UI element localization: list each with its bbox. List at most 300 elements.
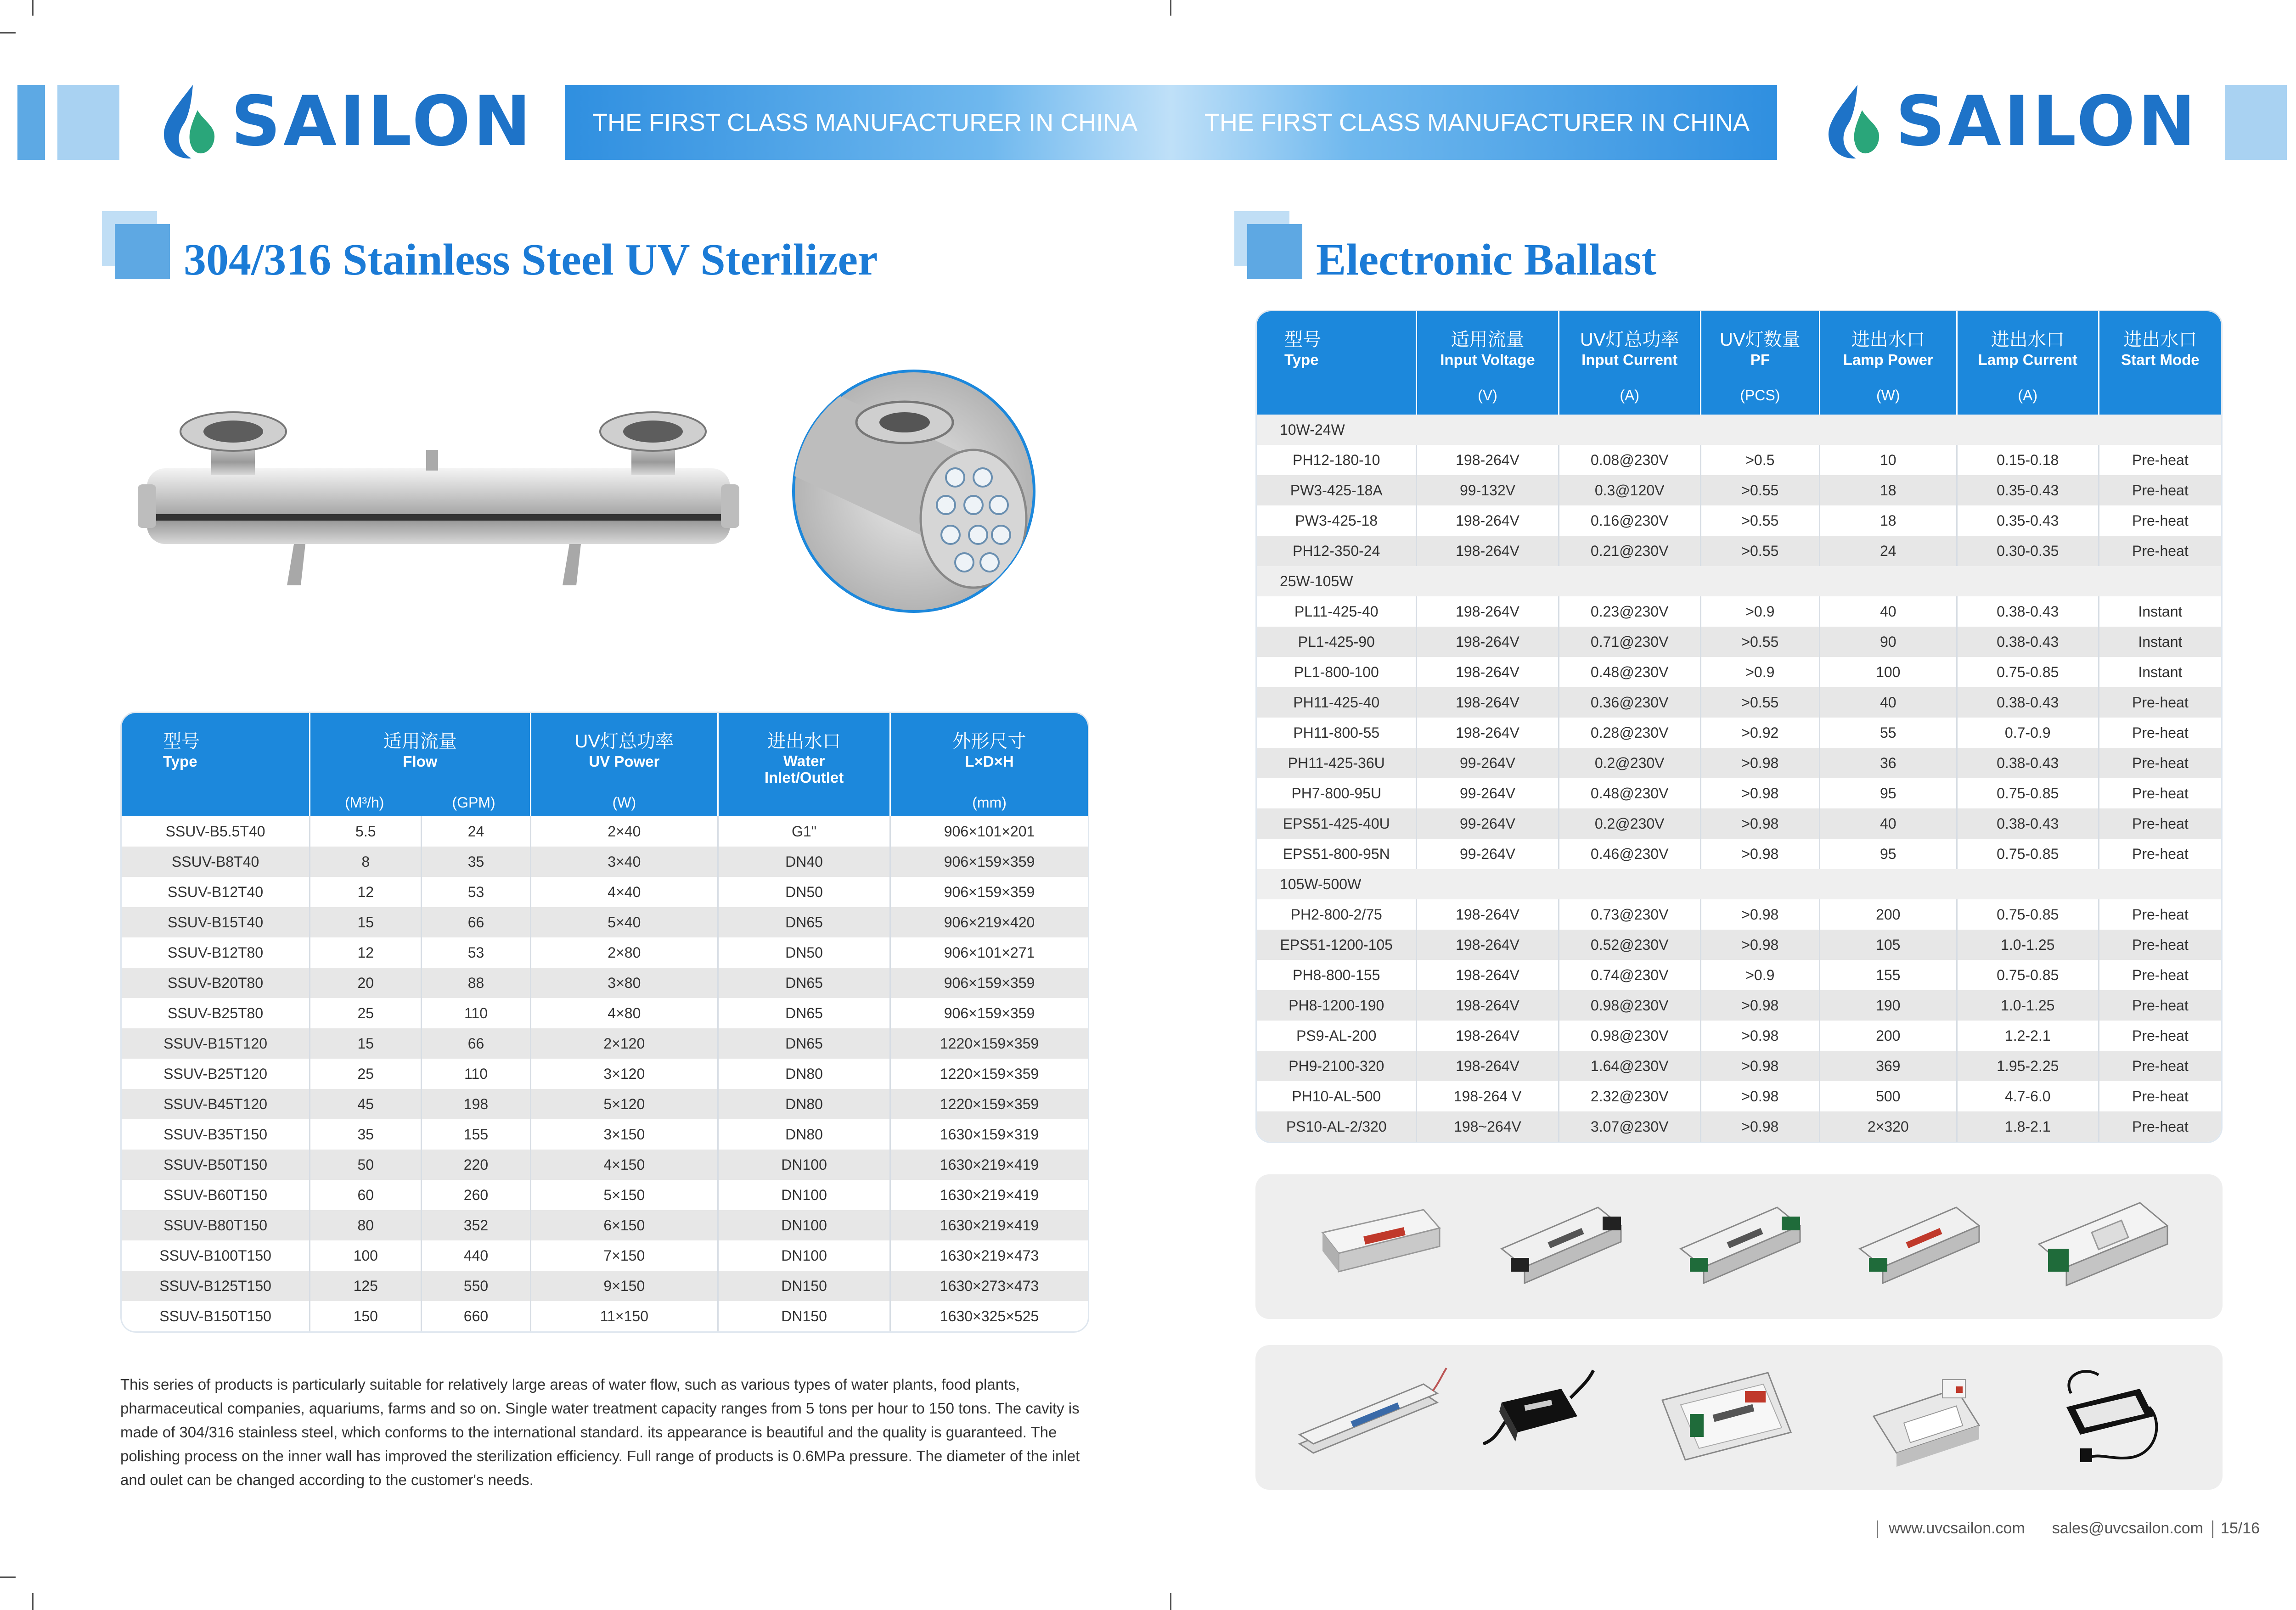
table-cell: 0.71@230V (1559, 627, 1701, 657)
table-cell: >0.55 (1701, 536, 1820, 566)
table-row (122, 1210, 1088, 1240)
table-cell: >0.98 (1701, 1081, 1820, 1111)
header-en: PF (1750, 351, 1770, 368)
table-cell: Instant (2099, 627, 2221, 657)
table-cell: Pre-heat (2132, 1088, 2189, 1105)
table-cell: SSUV-B60T150 (122, 1180, 310, 1210)
table-row (122, 816, 1088, 847)
table-cell: 53 (422, 877, 531, 907)
table-cell: 150 (310, 1301, 422, 1331)
table-row (1257, 718, 2221, 748)
col-header (1701, 311, 1820, 415)
left-section-title: 304/316 Stainless Steel UV Sterilizer (184, 235, 878, 285)
table-row (122, 998, 1088, 1028)
table-cell: 0.74@230V (1559, 960, 1701, 990)
table-cell: SSUV-B80T150 (122, 1210, 310, 1240)
table-row (122, 1240, 1088, 1271)
table-cell: SSUV-B125T150 (122, 1271, 310, 1301)
table-cell: SSUV-B25T120 (122, 1059, 310, 1089)
slogan-right: THE FIRST CLASS MANUFACTURER IN CHINA (1204, 108, 1750, 136)
table-cell: 0.75-0.85 (1958, 839, 2099, 869)
table-cell: DN50 (719, 937, 891, 968)
table-cell: DN65 (719, 998, 891, 1028)
table-cell: PH10-AL-500 (1257, 1081, 1417, 1111)
table-cell: 500 (1820, 1081, 1958, 1111)
table-cell: 1.2-2.1 (1958, 1021, 2099, 1051)
table-cell: DN65 (719, 968, 891, 998)
table-cell: 0.2@230V (1559, 808, 1701, 839)
table-cell: 0.98@230V (1559, 1021, 1701, 1051)
group-label: 25W-105W (1257, 566, 2221, 596)
table-cell: 0.46@230V (1559, 839, 1701, 869)
table-cell: 5×40 (531, 907, 719, 937)
table-cell: 0.75-0.85 (1958, 960, 2099, 990)
ballast-image (1492, 1194, 1630, 1295)
table-cell: 4×150 (531, 1150, 719, 1180)
table-cell: >0.98 (1701, 808, 1820, 839)
table-cell: SSUV-B150T150 (122, 1301, 310, 1331)
table-cell: 125 (310, 1271, 422, 1301)
table-cell: PH12-180-10 (1257, 445, 1417, 475)
header-cn: 进出水口 (1851, 330, 1925, 350)
header-unit: (A) (2018, 387, 2038, 404)
table-cell: >0.9 (1701, 596, 1820, 627)
unit-m3h: (M³/h) (345, 794, 384, 811)
table-cell: 3×80 (531, 968, 719, 998)
table-cell: 24 (422, 816, 531, 847)
header-banner (565, 85, 1777, 160)
table-cell: SSUV-B20T80 (122, 968, 310, 998)
table-cell: Pre-heat (2099, 930, 2221, 960)
table-cell: >0.55 (1701, 475, 1820, 505)
table-row (122, 1180, 1088, 1210)
col-header (2099, 311, 2221, 415)
table-cell: 190 (1820, 990, 1958, 1021)
table-cell: 40 (1820, 808, 1958, 839)
col-header (1559, 311, 1701, 415)
table-cell: 1.8-2.1 (1958, 1111, 2099, 1142)
table-cell: >0.98 (1701, 990, 1820, 1021)
table-cell: 0.30-0.35 (1958, 536, 2099, 566)
header-unit: (V) (1478, 387, 1497, 404)
header-en: Start Mode (2121, 351, 2200, 368)
table-cell: 55 (1820, 718, 1958, 748)
table-cell: Pre-heat (2099, 536, 2221, 566)
col-flow: 适用流量 Flow (M³/h) (GPM) (310, 713, 531, 816)
brand-name: SAILON (231, 82, 534, 162)
table-cell: EPS51-425-40U (1257, 808, 1417, 839)
table-cell: 198-264V (1417, 1051, 1559, 1081)
crop-mark (32, 1593, 34, 1610)
table-cell: 105 (1820, 930, 1958, 960)
table-cell: 4×40 (531, 877, 719, 907)
table-cell: 1630×219×473 (940, 1247, 1039, 1264)
table-cell: Pre-heat (2099, 475, 2221, 505)
table-cell: Pre-heat (2132, 845, 2189, 862)
table-row (1257, 445, 2221, 475)
table-cell: 0.75-0.85 (1958, 657, 2099, 687)
col-header (1417, 311, 1559, 415)
table-cell: 660 (422, 1301, 531, 1331)
table-cell: 2×120 (531, 1028, 719, 1059)
table-cell: SSUV-B35T150 (122, 1119, 310, 1150)
table-cell: 99-132V (1417, 475, 1559, 505)
table-cell: 80 (310, 1210, 422, 1240)
table-cell: 1.95-2.25 (1958, 1051, 2099, 1081)
table-cell: EPS51-1200-105 (1257, 930, 1417, 960)
table-cell: 906×159×359 (944, 1004, 1035, 1021)
header-cn: 进出水口 (2123, 330, 2197, 350)
header-en: Type (1284, 351, 1319, 368)
ballast-image (1295, 1366, 1451, 1467)
table-cell: 0.48@230V (1559, 778, 1701, 808)
table-row (122, 847, 1088, 877)
table-row (122, 1271, 1088, 1301)
table-cell: 15 (310, 1028, 422, 1059)
table-cell: 12 (310, 877, 422, 907)
table-cell: 198-264V (1417, 990, 1559, 1021)
table-cell: 3×150 (531, 1119, 719, 1150)
table-cell: 220 (422, 1150, 531, 1180)
table-cell: 66 (422, 907, 531, 937)
table-cell: 906×159×359 (891, 847, 1088, 877)
table-cell: SSUV-B45T120 (122, 1089, 310, 1119)
table-cell: 200 (1820, 899, 1958, 930)
ballast-image (1864, 1361, 1993, 1471)
table-cell: >0.98 (1701, 1021, 1820, 1051)
table-cell: 25 (310, 998, 422, 1028)
header-unit: (W) (1876, 387, 1900, 404)
table-row (122, 1119, 1088, 1150)
table-cell: >0.55 (1701, 627, 1820, 657)
table-cell: 0.38-0.43 (1958, 687, 2099, 718)
table-row (122, 907, 1088, 937)
crop-mark (32, 0, 34, 16)
table-cell: >0.98 (1701, 778, 1820, 808)
table-cell: 100 (1820, 657, 1958, 687)
table-cell: PL11-425-40 (1257, 596, 1417, 627)
ballast-image (1671, 1194, 1809, 1295)
table-cell: >0.98 (1701, 1111, 1820, 1142)
header-stripe (57, 85, 119, 160)
table-cell: DN80 (719, 1059, 891, 1089)
table-cell: 906×101×271 (944, 944, 1035, 961)
table-cell: 0.28@230V (1559, 718, 1701, 748)
table-cell: DN65 (719, 907, 891, 937)
table-row (122, 1301, 1088, 1331)
table-cell: Pre-heat (2099, 990, 2221, 1021)
header-en: Lamp Current (1978, 351, 2077, 368)
table-cell: 45 (310, 1089, 422, 1119)
table-cell: 0.38-0.43 (1958, 627, 2099, 657)
table-cell: 5.5 (310, 816, 422, 847)
table-cell: 60 (310, 1180, 422, 1210)
table-cell: >0.5 (1701, 445, 1820, 475)
table-row (1257, 808, 2221, 839)
table-cell: 1.64@230V (1559, 1051, 1701, 1081)
footer-website[interactable]: www.uvcsailon.com (1889, 1520, 2025, 1537)
table-cell: 1630×325×525 (940, 1307, 1039, 1324)
ballast-image (1851, 1194, 1988, 1295)
table-cell: 0.3@120V (1559, 475, 1701, 505)
table-cell: 88 (422, 968, 531, 998)
table-cell: PH11-800-55 (1257, 718, 1417, 748)
table-cell: DN50 (719, 877, 891, 907)
table-cell: 3×120 (531, 1059, 719, 1089)
group-row (1257, 566, 2221, 596)
water-drop-icon (158, 83, 218, 161)
table-cell: SSUV-B15T40 (122, 907, 310, 937)
table-cell: DN100 (719, 1210, 891, 1240)
table-cell: Pre-heat (2132, 906, 2189, 923)
table-cell: 550 (422, 1271, 531, 1301)
table-cell: >0.98 (1701, 839, 1820, 869)
table-cell: 352 (422, 1210, 531, 1240)
table-cell: Pre-heat (2132, 512, 2189, 529)
footer-divider (1877, 1520, 1878, 1538)
table-cell: 0.38-0.43 (1958, 808, 2099, 839)
table-row (1257, 687, 2221, 718)
table-cell: Pre-heat (2099, 748, 2221, 778)
table-row (1257, 839, 2221, 869)
group-row (1257, 415, 2221, 445)
col-header (1257, 311, 1417, 415)
table-cell: 10 (1820, 445, 1958, 475)
crop-mark (1170, 0, 1171, 16)
table-cell: 0.48@230V (1559, 657, 1701, 687)
table-cell: 1630×159×319 (940, 1126, 1039, 1143)
header-en: Input Current (1581, 351, 1678, 368)
table-cell: 11×150 (531, 1301, 719, 1331)
table-cell: >0.55 (1701, 687, 1820, 718)
table-cell: 198-264V (1417, 960, 1559, 990)
table-cell: 1.0-1.25 (1958, 930, 2099, 960)
table-cell: 90 (1820, 627, 1958, 657)
ballast-image (2030, 1189, 2177, 1299)
table-row (1257, 960, 2221, 990)
table-row (1257, 475, 2221, 505)
header-en: Lamp Power (1843, 351, 1933, 368)
title-decoration (1247, 224, 1302, 279)
table-row (1257, 1051, 2221, 1081)
table-cell: 7×150 (531, 1240, 719, 1271)
table-row (122, 1028, 1088, 1059)
table-cell: Pre-heat (2132, 451, 2189, 468)
table-cell: 2×40 (531, 816, 719, 847)
table-cell: >0.98 (1701, 1051, 1820, 1081)
table-cell: 0.16@230V (1559, 505, 1701, 536)
table-cell: PH8-800-155 (1257, 960, 1417, 990)
table-cell: DN80 (719, 1089, 891, 1119)
table-cell: 110 (422, 998, 531, 1028)
table-cell: 198-264V (1417, 687, 1559, 718)
col-header (1820, 311, 1958, 415)
table-cell: 12 (310, 937, 422, 968)
table-cell: 198-264V (1417, 627, 1559, 657)
table-cell: 25 (310, 1059, 422, 1089)
page-number: 15/16 (2220, 1520, 2260, 1537)
table-row (122, 1150, 1088, 1180)
group-label: 105W-500W (1257, 869, 2221, 899)
table-cell: PW3-425-18A (1257, 475, 1417, 505)
table-cell: 5×150 (531, 1180, 719, 1210)
table-cell: 155 (1820, 960, 1958, 990)
table-cell: 1630×219×419 (891, 1150, 1088, 1180)
table-row (1257, 990, 2221, 1021)
ballast-image (1653, 1359, 1800, 1474)
table-cell: 8 (310, 847, 422, 877)
table-cell: SSUV-B15T120 (122, 1028, 310, 1059)
table-cell: 0.15-0.18 (1958, 445, 2099, 475)
table-cell: 0.36@230V (1559, 687, 1701, 718)
crop-mark (1170, 1593, 1171, 1610)
table-cell: >0.98 (1701, 930, 1820, 960)
table-cell: 0.7-0.9 (1958, 718, 2099, 748)
table-cell: 198-264V (1417, 1021, 1559, 1051)
table-cell: PH8-1200-190 (1257, 990, 1417, 1021)
table-row (1257, 627, 2221, 657)
brand-name: SAILON (1896, 82, 2199, 162)
table-cell: 0.52@230V (1559, 930, 1701, 960)
table-cell: 906×101×201 (944, 823, 1035, 840)
table-cell: Pre-heat (2099, 1051, 2221, 1081)
table-cell: PL1-425-90 (1257, 627, 1417, 657)
table-cell: 260 (422, 1180, 531, 1210)
header-stripe (17, 85, 45, 160)
table-cell: PH2-800-2/75 (1257, 899, 1417, 930)
footer-email[interactable]: sales@uvcsailon.com (2052, 1520, 2203, 1537)
table-cell: 198-264V (1417, 596, 1559, 627)
table-cell: 18 (1820, 505, 1958, 536)
table-row (1257, 748, 2221, 778)
table-cell: 0.35-0.43 (1958, 505, 2099, 536)
table-cell: 2.32@230V (1559, 1081, 1701, 1111)
header-stripe (2225, 85, 2287, 160)
table-cell: 0.75-0.85 (1958, 778, 2099, 808)
table-cell: 6×150 (531, 1210, 719, 1240)
table-row (122, 968, 1088, 998)
table-cell: 1220×159×359 (940, 1065, 1039, 1082)
header-cn: 进出水口 (1991, 330, 2065, 350)
table-cell: Pre-heat (2099, 1111, 2221, 1142)
table-cell: Pre-heat (2132, 1027, 2189, 1044)
table-cell: 9×150 (531, 1271, 719, 1301)
table-cell: 2×80 (531, 937, 719, 968)
power-adapter-image (1479, 1366, 1598, 1467)
col-dimensions: 外形尺寸 L×D×H (mm) (891, 713, 1088, 816)
table-cell: SSUV-B8T40 (122, 847, 310, 877)
table-cell: PH7-800-95U (1257, 778, 1417, 808)
table-cell: 99-264V (1417, 808, 1559, 839)
table-cell: Instant (2138, 663, 2183, 680)
crop-mark (0, 1576, 16, 1578)
table-cell: SSUV-B100T150 (122, 1240, 310, 1271)
table-cell: 4.7-6.0 (1958, 1081, 2099, 1111)
table-cell: 198-264V (1417, 445, 1559, 475)
table-cell: 369 (1820, 1051, 1958, 1081)
col-header (1958, 311, 2099, 415)
table-cell: 198 (422, 1089, 531, 1119)
table-cell: SSUV-B5.5T40 (122, 816, 310, 847)
table-cell: PS10-AL-2/320 (1257, 1111, 1417, 1142)
table-cell: DN150 (719, 1271, 891, 1301)
table-cell: 35 (422, 847, 531, 877)
col-uv-power: UV灯总功率 UV Power (W) (531, 713, 719, 816)
table-cell: Pre-heat (2132, 785, 2189, 802)
table-cell: PW3-425-18 (1257, 505, 1417, 536)
table-cell: 3.07@230V (1559, 1111, 1701, 1142)
table-cell: 5×120 (531, 1089, 719, 1119)
sterilizer-spec-table (120, 712, 1089, 1333)
table-cell: 1220×159×359 (891, 1028, 1088, 1059)
table-cell: 15 (310, 907, 422, 937)
ballast-with-cable-image (2057, 1366, 2167, 1467)
table-cell: 0.38-0.43 (1958, 596, 2099, 627)
table-cell: 95 (1820, 778, 1958, 808)
table-cell: 53 (422, 937, 531, 968)
table-cell: 110 (422, 1059, 531, 1089)
table-cell: >0.9 (1701, 960, 1820, 990)
table-cell: 906×159×359 (944, 883, 1035, 900)
table-cell: 99-264V (1417, 748, 1559, 778)
table-cell: 198-264V (1417, 718, 1559, 748)
brand-logo-right (1823, 83, 2198, 161)
table-cell: 1630×273×473 (891, 1271, 1088, 1301)
footer-divider (2212, 1520, 2213, 1538)
table-row (1257, 899, 2221, 930)
table-cell: 40 (1820, 596, 1958, 627)
table-row (1257, 596, 2221, 627)
table-row (1257, 930, 2221, 960)
ballast-image (1313, 1200, 1446, 1292)
table-cell: >0.55 (1701, 505, 1820, 536)
table-row (1257, 536, 2221, 566)
table-cell: 198-264V (1417, 505, 1559, 536)
table-cell: PL1-800-100 (1257, 657, 1417, 687)
table-cell: DN100 (719, 1180, 891, 1210)
table-cell: PH11-425-40 (1257, 687, 1417, 718)
table-cell: 198-264 V (1417, 1081, 1559, 1111)
table-cell: DN80 (719, 1119, 891, 1150)
table-cell: 200 (1820, 1021, 1958, 1051)
ballast-spec-table (1255, 310, 2223, 1143)
table-row (1257, 1081, 2221, 1111)
table-cell: 4×80 (531, 998, 719, 1028)
table-cell: 2×320 (1820, 1111, 1958, 1142)
table-cell: PH11-425-36U (1257, 748, 1417, 778)
table-cell: SSUV-B25T80 (122, 998, 310, 1028)
sterilizer-closeup-image (790, 367, 1038, 615)
table-cell: SSUV-B12T80 (122, 937, 310, 968)
table-row (1257, 505, 2221, 536)
table-row (1257, 1021, 2221, 1051)
table-row (1257, 778, 2221, 808)
table-cell: 155 (422, 1119, 531, 1150)
product-description: This series of products is particularly suitable for relatively large areas of water flow, such as various types of water plants, food plants, pharmaceutical companies, aquariums, farms and so on. Single water treatment capacity ranges from 5 tons per hour to 150 tons. The cavity is made of 304/316 stainless steel, which conforms to the international standard. its appearance is beautiful and the quality is guaranteed. The polishing process on the inner wall has improved the sterilization efficiency. Full range of products is 0.6MPa pressure. The diameter of the inlet and oulet can be changed according to the customer's needs. (120, 1376, 1080, 1488)
table-cell: 0.98@230V (1559, 990, 1701, 1021)
right-section-title: Electronic Ballast (1316, 235, 1657, 285)
table-row (122, 1059, 1088, 1089)
table-cell: 198-264V (1417, 930, 1559, 960)
table-cell: 0.75-0.85 (1958, 899, 2099, 930)
table-cell: 0.73@230V (1559, 899, 1701, 930)
table-cell: 18 (1820, 475, 1958, 505)
table-cell: 1.0-1.25 (1958, 990, 2099, 1021)
table-row (1257, 1111, 2221, 1142)
group-label: 10W-24W (1257, 415, 2221, 445)
table-cell: 100 (310, 1240, 422, 1271)
table-cell: G1" (719, 816, 891, 847)
